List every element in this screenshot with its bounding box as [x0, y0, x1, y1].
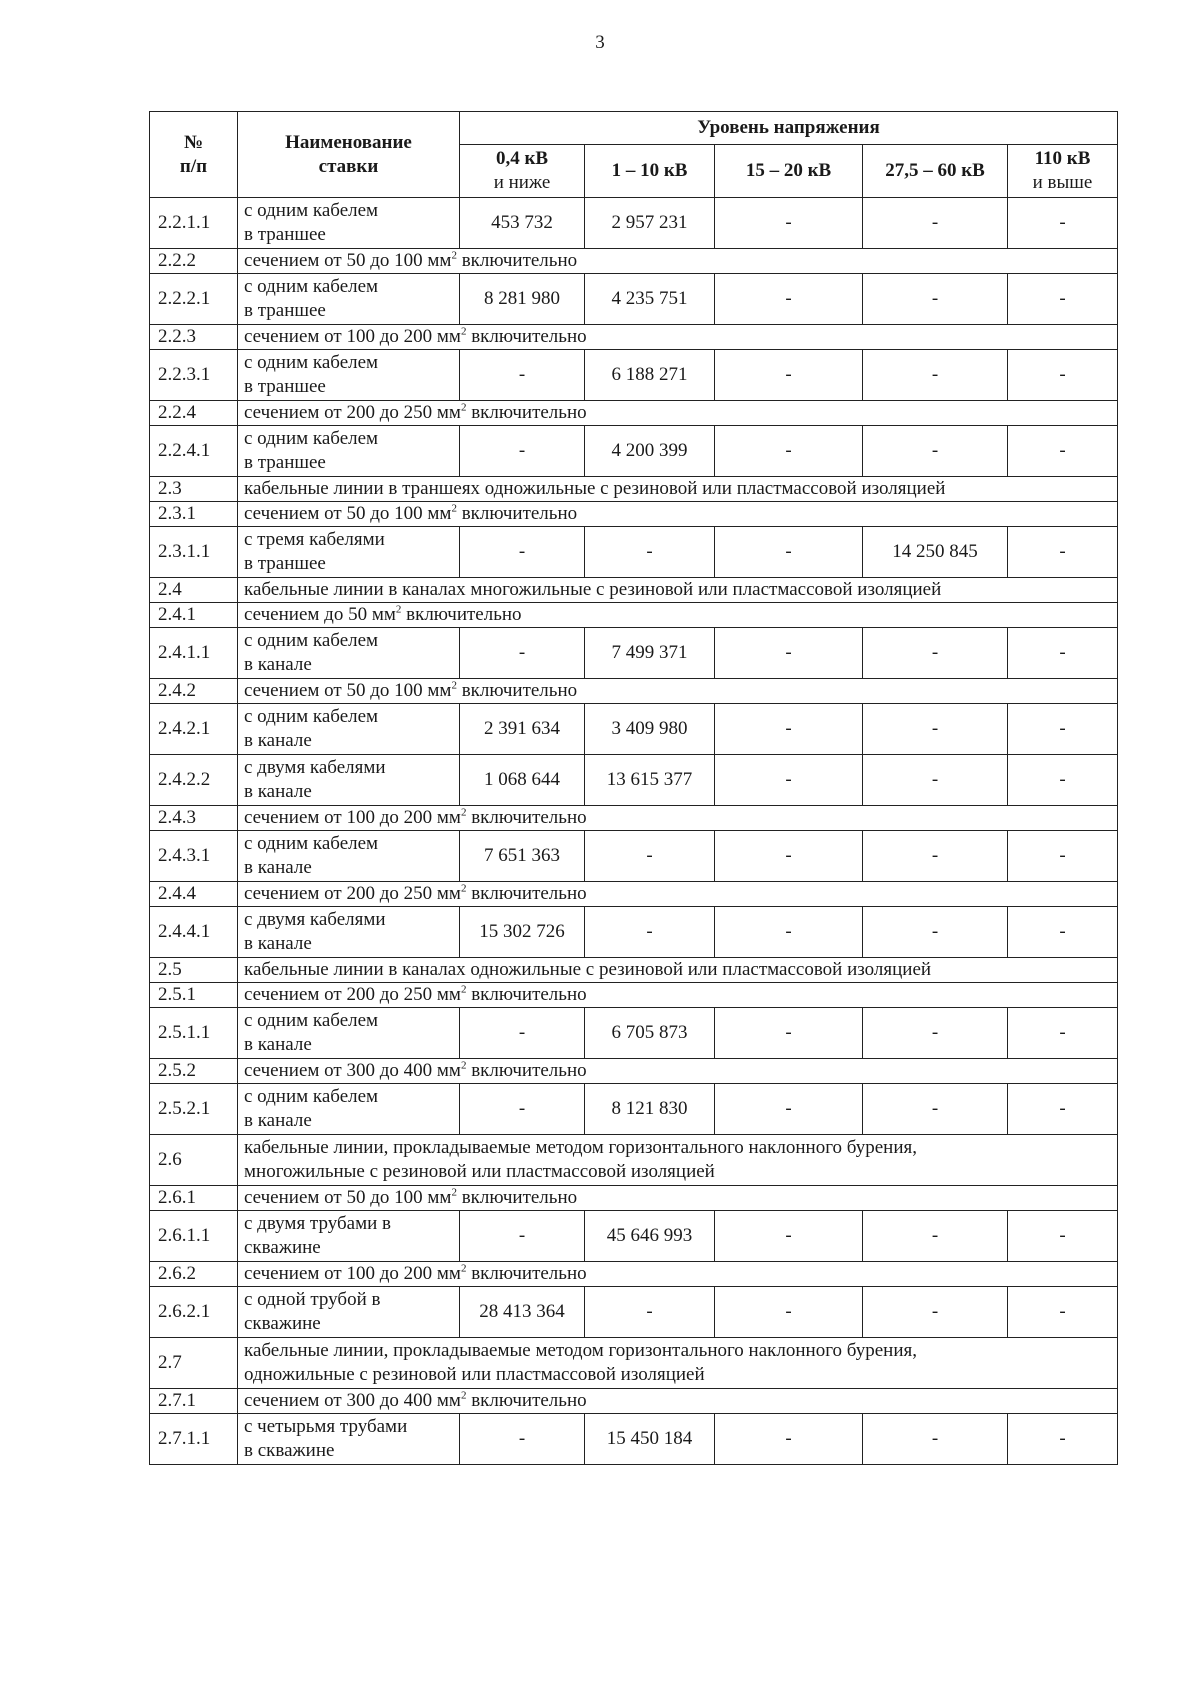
rate-value: -	[863, 704, 1008, 755]
rate-name-line2: в траншее	[244, 553, 326, 574]
table-row	[150, 1287, 1118, 1338]
section-title	[238, 983, 1118, 1008]
section-title	[238, 1059, 1118, 1084]
rate-value: 6 188 271	[585, 350, 715, 401]
section-row	[150, 1338, 1118, 1389]
section-number: 2.5.1	[150, 983, 238, 1008]
rate-value: -	[585, 907, 715, 958]
rate-value: -	[715, 907, 863, 958]
rate-value: -	[863, 755, 1008, 806]
section-title-text: сечением от 300 до 400 мм	[244, 1390, 461, 1411]
rate-name	[238, 628, 460, 679]
section-title-text: сечением от 50 до 100 мм	[244, 503, 452, 524]
rate-value: -	[863, 907, 1008, 958]
section-number: 2.6	[150, 1135, 238, 1186]
section-title	[238, 401, 1118, 426]
section-number: 2.4	[150, 578, 238, 603]
rate-name-line1: с одним кабелем	[244, 706, 379, 727]
table-row	[150, 1414, 1118, 1465]
table-row	[150, 755, 1118, 806]
row-number: 2.5.1.1	[150, 1008, 238, 1059]
rate-name-line2: в канале	[244, 857, 312, 878]
table-row	[150, 426, 1118, 477]
rate-name-line2: в канале	[244, 781, 312, 802]
rate-value: 4 235 751	[585, 274, 715, 325]
section-title-suffix: включительно	[466, 326, 587, 347]
rate-name	[238, 1084, 460, 1135]
rate-name	[238, 704, 460, 755]
rate-value: -	[715, 704, 863, 755]
header-voltage-label: 110 кВ	[1034, 148, 1091, 169]
rate-value: -	[715, 1287, 863, 1338]
row-number: 2.2.4.1	[150, 426, 238, 477]
rate-name	[238, 831, 460, 882]
rate-value: 3 409 980	[585, 704, 715, 755]
header-voltage-column	[715, 145, 863, 198]
rate-name-line1: с двумя кабелями	[244, 909, 386, 930]
table-row	[150, 350, 1118, 401]
rate-value: -	[585, 1287, 715, 1338]
section-title-text: сечением от 50 до 100 мм	[244, 250, 452, 271]
row-number: 2.3.1.1	[150, 527, 238, 578]
section-row	[150, 958, 1118, 983]
rate-value: -	[715, 1008, 863, 1059]
rate-name-line2: в канале	[244, 1110, 312, 1131]
row-number: 2.7.1.1	[150, 1414, 238, 1465]
section-title-text: сечением от 200 до 250 мм	[244, 984, 461, 1005]
section-number: 2.2.4	[150, 401, 238, 426]
header-voltage-column	[1008, 145, 1118, 198]
table-header	[150, 112, 1118, 198]
section-number: 2.7.1	[150, 1389, 238, 1414]
rate-name-line1: с одним кабелем	[244, 1086, 379, 1107]
rate-value: -	[1008, 704, 1118, 755]
section-title	[238, 603, 1118, 628]
rate-value: 7 651 363	[460, 831, 585, 882]
section-row	[150, 1135, 1118, 1186]
section-title-superscript: 2	[460, 325, 467, 338]
section-title-suffix: включительно	[466, 402, 587, 423]
table-row	[150, 1008, 1118, 1059]
section-row	[150, 679, 1118, 704]
rate-name-line2: в траншее	[244, 376, 326, 397]
row-number: 2.4.2.2	[150, 755, 238, 806]
section-title-superscript: 2	[460, 983, 467, 996]
rate-name-line2: в скважине	[244, 1440, 335, 1461]
rate-name-line2: в траншее	[244, 300, 326, 321]
section-title-superscript: 2	[460, 1059, 467, 1072]
section-title	[238, 1186, 1118, 1211]
rate-name-line2: в канале	[244, 730, 312, 751]
section-row	[150, 1059, 1118, 1084]
header-num	[150, 112, 238, 198]
rate-name	[238, 198, 460, 249]
rate-value: -	[1008, 426, 1118, 477]
section-row	[150, 1262, 1118, 1287]
rate-value: -	[715, 198, 863, 249]
rate-name-line1: с двумя кабелями	[244, 757, 386, 778]
rate-value: 8 281 980	[460, 274, 585, 325]
section-title-suffix: включительно	[401, 604, 522, 625]
section-title-suffix: включительно	[456, 1187, 578, 1208]
section-row	[150, 249, 1118, 274]
rate-value: -	[1008, 1211, 1118, 1262]
section-number: 2.7	[150, 1338, 238, 1389]
header-voltage-sublabel: и выше	[1032, 172, 1093, 193]
rate-value: -	[1008, 274, 1118, 325]
rate-name-line1: с четырьмя трубами	[244, 1416, 408, 1437]
rate-value: -	[715, 1084, 863, 1135]
table-body	[150, 198, 1118, 1465]
rate-value: -	[460, 350, 585, 401]
rate-name-line1: с двумя трубами в	[244, 1213, 391, 1234]
rate-value: -	[1008, 350, 1118, 401]
section-title	[238, 578, 1118, 603]
rate-value: -	[863, 1084, 1008, 1135]
rate-value: -	[1008, 831, 1118, 882]
section-title-suffix: включительно	[466, 807, 587, 828]
section-title-superscript: 2	[451, 679, 457, 692]
row-number: 2.2.2.1	[150, 274, 238, 325]
rate-name	[238, 350, 460, 401]
table-row	[150, 1211, 1118, 1262]
section-title	[238, 958, 1118, 983]
section-title-line2: многожильные с резиновой или пластмассовой изоляцией	[244, 1161, 715, 1182]
section-number: 2.4.3	[150, 806, 238, 831]
section-row	[150, 806, 1118, 831]
section-title-text: сечением от 50 до 100 мм	[244, 680, 452, 701]
table-row	[150, 704, 1118, 755]
rate-value: 28 413 364	[460, 1287, 585, 1338]
rate-name-line1: с одним кабелем	[244, 428, 379, 449]
row-number: 2.4.1.1	[150, 628, 238, 679]
section-title	[238, 1389, 1118, 1414]
rate-value: -	[863, 426, 1008, 477]
rate-name-line1: с одной трубой в	[244, 1289, 381, 1310]
section-number: 2.6.1	[150, 1186, 238, 1211]
rate-value: -	[460, 1211, 585, 1262]
rate-value: 15 302 726	[460, 907, 585, 958]
rate-value: -	[863, 1287, 1008, 1338]
rate-name	[238, 274, 460, 325]
rate-value: 453 732	[460, 198, 585, 249]
rate-value: 45 646 993	[585, 1211, 715, 1262]
section-title-superscript: 2	[460, 806, 467, 819]
header-voltage-label: 27,5 – 60 кВ	[885, 160, 985, 181]
rate-name	[238, 1287, 460, 1338]
rate-value: -	[863, 1211, 1008, 1262]
rate-value: -	[460, 628, 585, 679]
rates-table	[149, 111, 1118, 1465]
section-title	[238, 325, 1118, 350]
rate-value: -	[460, 527, 585, 578]
header-voltage-level: Уровень напряжения	[460, 112, 1118, 145]
rate-name-line1: с одним кабелем	[244, 352, 379, 373]
rate-value: -	[715, 755, 863, 806]
rate-name-line1: с одним кабелем	[244, 1010, 379, 1031]
rate-value: -	[1008, 198, 1118, 249]
section-title-text: сечением от 50 до 100 мм	[244, 1187, 452, 1208]
rate-value: -	[715, 426, 863, 477]
header-name-line2: ставки	[318, 155, 379, 177]
section-title-text: сечением от 100 до 200 мм	[244, 807, 461, 828]
section-number: 2.3	[150, 477, 238, 502]
row-number: 2.2.1.1	[150, 198, 238, 249]
section-title-text: сечением до 50 мм	[244, 604, 396, 625]
section-title-superscript: 2	[460, 401, 467, 414]
section-title-text: кабельные линии в каналах многожильные с резиновой или пластмассовой изоляцией	[244, 579, 942, 600]
rate-value: -	[863, 274, 1008, 325]
rate-name-line1: с одним кабелем	[244, 200, 379, 221]
section-title-text: сечением от 200 до 250 мм	[244, 402, 461, 423]
rate-name-line2: в канале	[244, 933, 312, 954]
row-number: 2.2.3.1	[150, 350, 238, 401]
section-title-superscript: 2	[451, 502, 457, 515]
rate-name-line1: с одним кабелем	[244, 630, 379, 651]
rate-value: 7 499 371	[585, 628, 715, 679]
rate-value: -	[1008, 907, 1118, 958]
section-title-text: сечением от 200 до 250 мм	[244, 883, 461, 904]
section-number: 2.5.2	[150, 1059, 238, 1084]
section-title-text: кабельные линии в каналах одножильные с резиновой или пластмассовой изоляцией	[244, 959, 932, 980]
table-row	[150, 527, 1118, 578]
header-name-line1: Наименование	[285, 131, 412, 153]
table-row	[150, 1084, 1118, 1135]
section-title-suffix: включительно	[456, 250, 578, 271]
rate-value: 4 200 399	[585, 426, 715, 477]
section-number: 2.4.1	[150, 603, 238, 628]
section-title	[238, 1262, 1118, 1287]
rate-name-line2: скважине	[244, 1313, 321, 1334]
section-title-suffix: включительно	[466, 1060, 587, 1081]
rate-name-line2: в траншее	[244, 452, 326, 473]
rate-name	[238, 1211, 460, 1262]
rate-value: -	[715, 1211, 863, 1262]
header-name	[238, 112, 460, 198]
rate-value: 8 121 830	[585, 1084, 715, 1135]
section-number: 2.2.2	[150, 249, 238, 274]
section-title	[238, 502, 1118, 527]
rate-name-line1: с одним кабелем	[244, 276, 379, 297]
header-num-line2: п/п	[179, 155, 208, 177]
rate-value: -	[460, 1414, 585, 1465]
section-row	[150, 1186, 1118, 1211]
section-title-line1: кабельные линии, прокладываемые методом горизонтального наклонного бурения,	[244, 1340, 917, 1361]
section-title-suffix: включительно	[466, 883, 587, 904]
rate-value: -	[715, 1414, 863, 1465]
section-row	[150, 603, 1118, 628]
rate-name-line1: с одним кабелем	[244, 833, 379, 854]
section-title-superscript: 2	[460, 882, 467, 895]
rate-value: -	[585, 527, 715, 578]
rate-value: -	[863, 1414, 1008, 1465]
section-title-text: сечением от 100 до 200 мм	[244, 326, 461, 347]
header-voltage-column	[863, 145, 1008, 198]
rate-value: -	[863, 628, 1008, 679]
rate-name-line2: в канале	[244, 1034, 312, 1055]
section-title-suffix: включительно	[466, 1263, 587, 1284]
section-title-superscript: 2	[451, 1186, 457, 1199]
rate-value: 2 391 634	[460, 704, 585, 755]
section-title-text: сечением от 300 до 400 мм	[244, 1060, 461, 1081]
section-row	[150, 983, 1118, 1008]
row-number: 2.4.3.1	[150, 831, 238, 882]
section-row	[150, 502, 1118, 527]
rate-value: -	[1008, 527, 1118, 578]
section-row	[150, 401, 1118, 426]
rate-value: 15 450 184	[585, 1414, 715, 1465]
table-row	[150, 198, 1118, 249]
rate-name	[238, 527, 460, 578]
rate-value: 2 957 231	[585, 198, 715, 249]
section-number: 2.2.3	[150, 325, 238, 350]
section-title	[238, 249, 1118, 274]
section-number: 2.5	[150, 958, 238, 983]
header-num-line1: №	[183, 131, 204, 153]
section-title	[238, 477, 1118, 502]
rate-value: 14 250 845	[863, 527, 1008, 578]
section-title	[238, 806, 1118, 831]
section-title-suffix: включительно	[466, 984, 587, 1005]
rate-value: -	[863, 198, 1008, 249]
section-title-suffix: включительно	[456, 680, 578, 701]
rate-value: -	[715, 350, 863, 401]
rate-name	[238, 1008, 460, 1059]
section-title	[238, 882, 1118, 907]
header-voltage-column	[585, 145, 715, 198]
section-title-superscript: 2	[451, 249, 457, 262]
rate-value: -	[715, 831, 863, 882]
section-title-superscript: 2	[395, 603, 402, 616]
header-voltage-sublabel: и ниже	[493, 172, 551, 193]
row-number: 2.4.2.1	[150, 704, 238, 755]
section-row	[150, 477, 1118, 502]
header-voltage-label: 1 – 10 кВ	[611, 160, 688, 181]
row-number: 2.5.2.1	[150, 1084, 238, 1135]
table-row	[150, 831, 1118, 882]
rate-value: -	[715, 274, 863, 325]
section-title-text: сечением от 100 до 200 мм	[244, 1263, 461, 1284]
section-number: 2.6.2	[150, 1262, 238, 1287]
rate-name-line2: скважине	[244, 1237, 321, 1258]
rate-value: 6 705 873	[585, 1008, 715, 1059]
page-number: 3	[595, 32, 605, 53]
table-row	[150, 628, 1118, 679]
rate-value: -	[585, 831, 715, 882]
rate-name	[238, 907, 460, 958]
rate-value: 13 615 377	[585, 755, 715, 806]
section-title-suffix: включительно	[456, 503, 578, 524]
row-number: 2.6.2.1	[150, 1287, 238, 1338]
section-row	[150, 882, 1118, 907]
rate-value: 1 068 644	[460, 755, 585, 806]
rate-name	[238, 755, 460, 806]
section-title-line2: одножильные с резиновой или пластмассовой изоляцией	[244, 1364, 705, 1385]
table-row	[150, 907, 1118, 958]
rate-value: -	[863, 831, 1008, 882]
section-number: 2.3.1	[150, 502, 238, 527]
rate-value: -	[863, 350, 1008, 401]
rate-name-line2: в траншее	[244, 224, 326, 245]
section-number: 2.4.2	[150, 679, 238, 704]
section-row	[150, 1389, 1118, 1414]
header-voltage-label: 15 – 20 кВ	[745, 160, 832, 181]
rate-value: -	[1008, 1287, 1118, 1338]
section-title-suffix: включительно	[466, 1390, 587, 1411]
rate-value: -	[715, 628, 863, 679]
section-row	[150, 578, 1118, 603]
section-title	[238, 1338, 1118, 1389]
rate-value: -	[1008, 1414, 1118, 1465]
rate-value: -	[1008, 1084, 1118, 1135]
section-title-line1: кабельные линии, прокладываемые методом горизонтального наклонного бурения,	[244, 1137, 917, 1158]
section-title-text: кабельные линии в траншеях одножильные с резиновой или пластмассовой изоляцией	[244, 478, 946, 499]
rate-value: -	[1008, 628, 1118, 679]
rate-value: -	[1008, 755, 1118, 806]
rate-name-line1: с тремя кабелями	[244, 529, 385, 550]
rate-value: -	[460, 426, 585, 477]
section-title	[238, 679, 1118, 704]
rate-name	[238, 1414, 460, 1465]
section-title-superscript: 2	[460, 1262, 467, 1275]
rate-value: -	[715, 527, 863, 578]
rate-value: -	[460, 1084, 585, 1135]
header-voltage-label: 0,4 кВ	[495, 148, 549, 169]
row-number: 2.4.4.1	[150, 907, 238, 958]
rate-value: -	[863, 1008, 1008, 1059]
section-title	[238, 1135, 1118, 1186]
rate-value: -	[1008, 1008, 1118, 1059]
section-row	[150, 325, 1118, 350]
header-voltage-column	[460, 145, 585, 198]
rate-value: -	[460, 1008, 585, 1059]
section-title-superscript: 2	[460, 1389, 467, 1402]
row-number: 2.6.1.1	[150, 1211, 238, 1262]
rate-name	[238, 426, 460, 477]
section-number: 2.4.4	[150, 882, 238, 907]
rate-name-line2: в канале	[244, 654, 312, 675]
table-row	[150, 274, 1118, 325]
